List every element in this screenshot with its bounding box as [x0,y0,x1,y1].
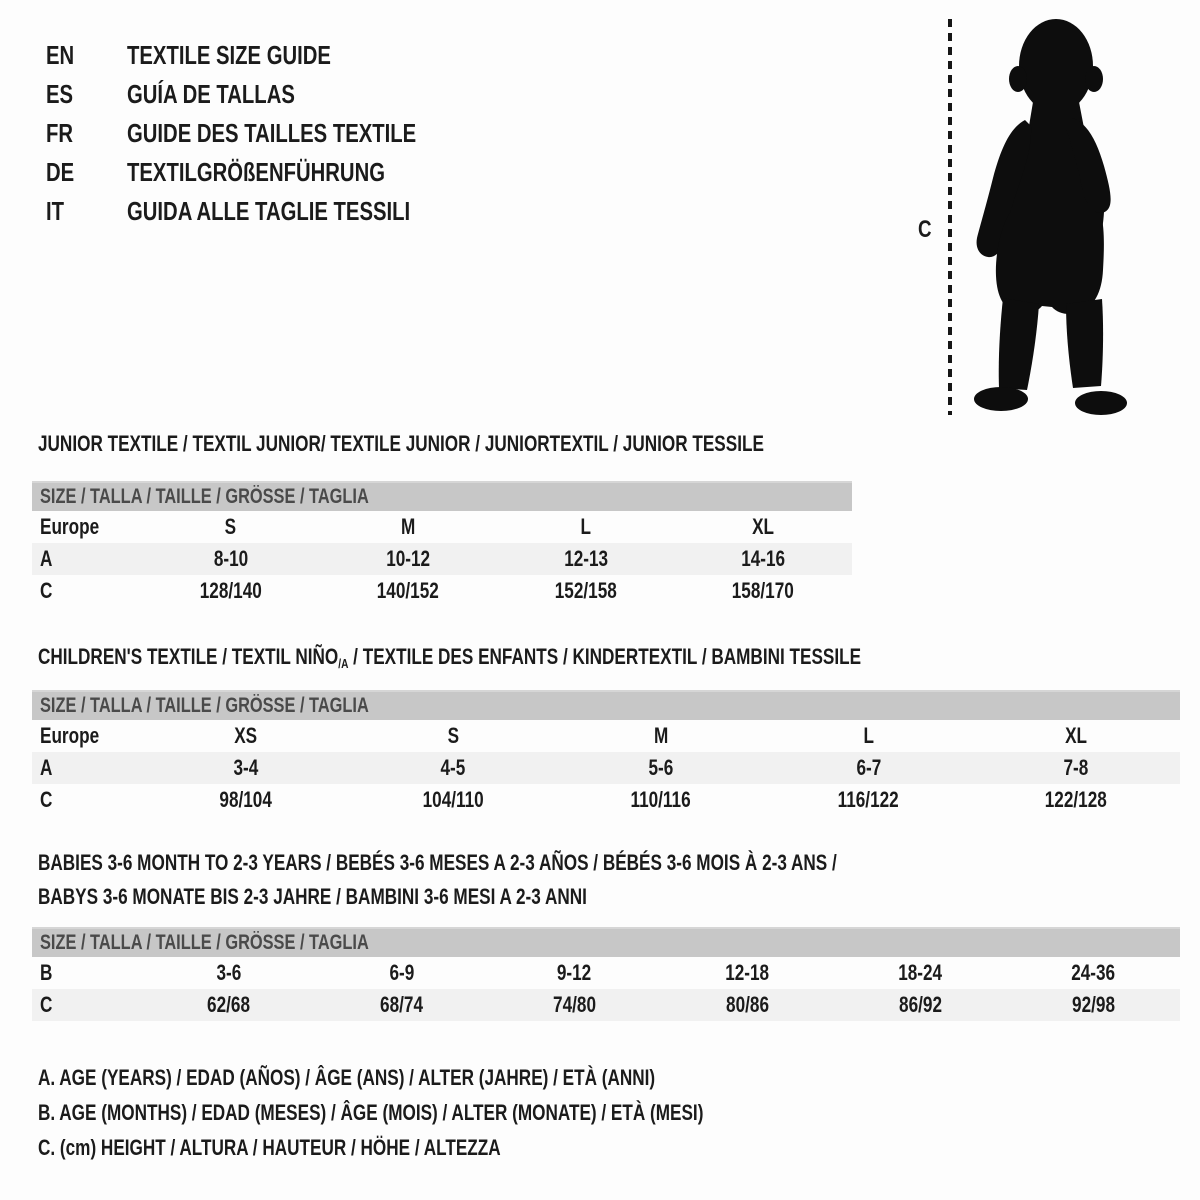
age-cell: 5-6 [648,755,674,780]
legend-item-b: B. AGE (MONTHS) / EDAD (MESES) / ÂGE (MOIS) / ALTER (MONATE) / ETÀ (MESI) [38,1099,704,1125]
table-row-months [32,957,1180,989]
table-row-height [32,784,1180,816]
table-row-europe [32,511,852,543]
language-code: EN [46,40,75,70]
row-label: C [40,578,53,603]
toddler-silhouette-icon [963,16,1135,418]
babies-size-table [32,927,1180,1021]
height-measure-label: C [918,216,932,243]
language-code: ES [46,79,74,109]
language-row-it [46,192,498,231]
size-cell: L [580,514,591,539]
row-label: Europe [40,723,100,748]
language-code: IT [46,196,65,226]
age-cell: 7-8 [1063,755,1089,780]
legend-item-a: A. AGE (YEARS) / EDAD (AÑOS) / ÂGE (ANS) / ALTER (JAHRE) / ETÀ (ANNI) [38,1064,656,1090]
height-cell: 80/86 [726,992,769,1017]
junior-section-title: JUNIOR TEXTILE / TEXTIL JUNIOR/ TEXTILE JUNIOR / JUNIORTEXTIL / JUNIOR TESSILE [38,431,764,456]
size-cell: M [653,723,669,748]
babies-section-title-line2: BABYS 3-6 MONATE BIS 2-3 JAHRE / BAMBINI 3-6 MESI A 2-3 ANNI [38,884,587,909]
babies-size-header-bar: SIZE / TALLA / TAILLE / GRÖSSE / TAGLIA [32,927,1180,957]
table-row-height [32,575,852,607]
age-cell: 10-12 [386,546,431,571]
guide-title-fr: GUIDE DES TAILLES TEXTILE [127,118,417,148]
months-cell: 12-18 [725,960,770,985]
size-cell: XL [752,514,775,539]
size-cell: XL [1065,723,1088,748]
table-row-age [32,543,852,575]
height-cell: 140/152 [377,578,440,603]
language-row-es [46,75,498,114]
childrens-size-table [32,690,1180,816]
language-code: FR [46,118,74,148]
age-cell: 4-5 [440,755,466,780]
language-row-en [46,36,498,75]
language-row-fr [46,114,498,153]
age-cell: 8-10 [213,546,248,571]
table-row-europe [32,720,1180,752]
age-cell: 3-4 [233,755,259,780]
months-cell: 3-6 [216,960,241,985]
table-row-age [32,752,1180,784]
size-cell: S [447,723,460,748]
months-cell: 6-9 [389,960,414,985]
language-code: DE [46,157,75,187]
table-row-height [32,989,1180,1021]
height-cell: 122/128 [1045,787,1108,812]
months-cell: 18-24 [898,960,943,985]
row-label: B [40,960,53,985]
row-label: Europe [40,514,100,539]
legend-item-c: C. (cm) HEIGHT / ALTURA / HAUTEUR / HÖHE / ALTEZZA [38,1134,501,1160]
childrens-section-title: CHILDREN'S TEXTILE / TEXTIL NIÑO/A / TEXTILE DES ENFANTS / KINDERTEXTIL / BAMBINI TESSILE [38,644,862,671]
height-cell: 116/122 [838,787,900,812]
childrens-size-header-bar: SIZE / TALLA / TAILLE / GRÖSSE / TAGLIA [32,690,1180,720]
height-cell: 152/158 [554,578,617,603]
size-cell: M [401,514,416,539]
height-cell: 110/116 [630,787,692,812]
measurement-legend [38,1060,891,1165]
guide-title-de: TEXTILGRÖßENFÜHRUNG [127,157,385,187]
size-cell: S [225,514,237,539]
babies-section-title-line1: BABIES 3-6 MONTH TO 2-3 YEARS / BEBÉS 3-6 MESES A 2-3 AÑOS / BÉBÉS 3-6 MOIS À 2-3 ANS / [38,850,837,875]
guide-title-es: GUÍA DE TALLAS [127,79,295,109]
row-label: A [40,755,53,780]
language-title-list [46,36,498,231]
height-cell: 68/74 [380,992,423,1017]
guide-title-it: GUIDA ALLE TAGLIE TESSILI [127,196,411,226]
size-cell: XS [234,723,258,748]
guide-title-en: TEXTILE SIZE GUIDE [127,40,331,70]
age-cell: 12-13 [563,546,608,571]
height-cell: 104/110 [422,787,484,812]
months-cell: 24-36 [1071,960,1116,985]
height-cell: 74/80 [553,992,596,1017]
height-cell: 158/170 [732,578,795,603]
height-cell: 98/104 [219,787,273,812]
row-label: C [40,787,53,812]
row-label: C [40,992,53,1017]
row-label: A [40,546,53,571]
height-cell: 86/92 [899,992,942,1017]
size-cell: L [863,723,874,748]
height-cell: 92/98 [1072,992,1115,1017]
language-row-de [46,153,498,192]
height-cell: 128/140 [199,578,262,603]
height-cell: 62/68 [207,992,250,1017]
junior-size-header-bar: SIZE / TALLA / TAILLE / GRÖSSE / TAGLIA [32,481,852,511]
months-cell: 9-12 [557,960,592,985]
height-measure-line [946,17,954,417]
junior-size-table [32,481,852,607]
age-cell: 14-16 [741,546,786,571]
age-cell: 6-7 [856,755,881,780]
